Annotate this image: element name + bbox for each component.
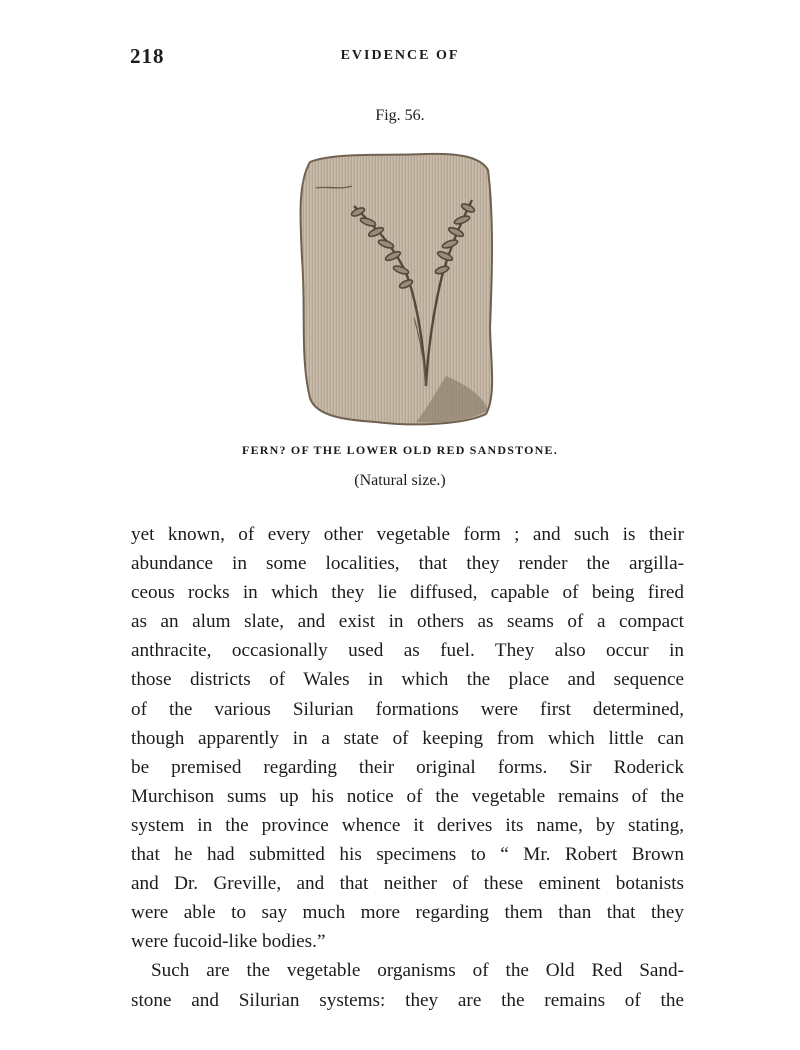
text-line: of the various Silurian formations were first determined, [131,698,684,720]
running-head [0,44,800,74]
text-line: abundance in some localities, that they render the argilla- [131,553,684,575]
text-line: those districts of Wales in which the place and sequence [131,669,684,691]
text-line: as an alum slate, and exist in others as seams of a compact [131,611,684,633]
text-line: ceous rocks in which they lie diffused, capable of being fired [131,582,684,604]
text-line: Such are the vegetable organisms of the Old Red Sand- [151,960,684,982]
text-line: system in the province whence it derives its name, by stating, [131,814,684,836]
text-line: though apparently in a state of keeping from which little can [131,727,684,749]
text-line: were able to say much more regarding them than that they [131,902,684,924]
text-line: be premised regarding their original forms. Sir Roderick [131,756,684,778]
text-line: and Dr. Greville, and that neither of these eminent botanists [131,873,684,895]
text-line: anthracite, occasionally used as fuel. They also occur in [131,640,684,662]
text-line: yet known, of every other vegetable form ; and such is their [131,524,684,545]
text-line: Murchison sums up his notice of the vegetable remains of the [131,785,684,807]
figure-label: Fig. 56. [375,107,425,124]
paragraph-1 [131,520,684,956]
text-line: stone and Silurian systems: they are the remains of the [131,989,684,1011]
text-line: were fucoid-like bodies.” [131,931,326,953]
fossil-fern-illustration [296,148,496,430]
paragraph-2 [131,956,684,1014]
body-text [131,520,684,1015]
page-number: 218 [130,44,165,68]
figure-caption: FERN? OF THE LOWER OLD RED SANDSTONE. [242,443,558,457]
text-line: that he had submitted his specimens to “ Mr. Robert Brown [131,844,684,866]
running-title: EVIDENCE OF [340,48,460,63]
figure-subcaption: (Natural size.) [354,472,446,489]
